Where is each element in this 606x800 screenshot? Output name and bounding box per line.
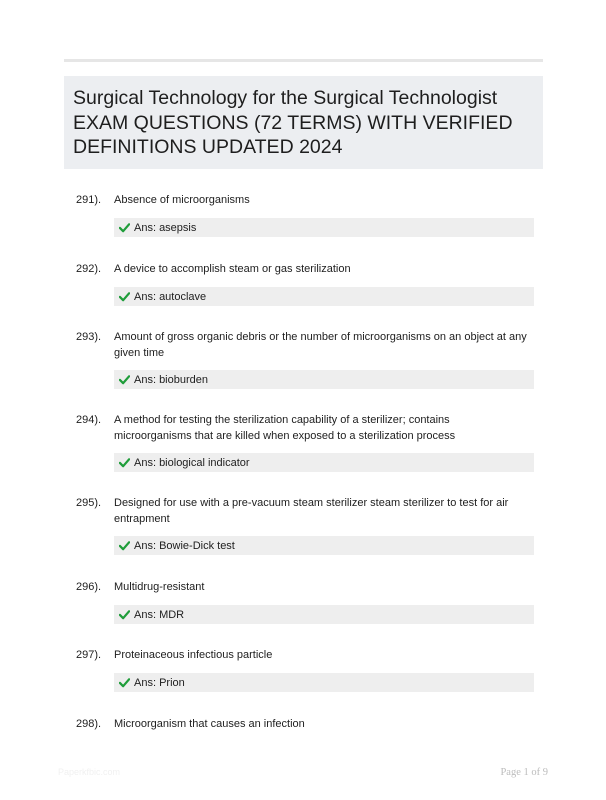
question-text: Absence of microorganisms <box>114 194 250 206</box>
question-number: 296). <box>76 581 102 593</box>
question-number: 293). <box>76 331 102 343</box>
answer-text: Ans: biological indicator <box>134 456 250 469</box>
check-icon <box>119 677 130 688</box>
answer-box <box>114 536 534 555</box>
question-text: A method for testing the sterilization capability of a sterilizer; contains microorganisms that are killed when exposed to a sterilization process <box>114 414 456 442</box>
answer-box <box>114 605 534 624</box>
top-divider <box>64 59 543 62</box>
check-icon <box>119 291 130 302</box>
answer-text: Ans: MDR <box>134 608 185 621</box>
answer-box <box>114 218 534 237</box>
answer-box <box>114 287 534 306</box>
question-number: 298). <box>76 718 102 730</box>
answer-text: Ans: autoclave <box>134 290 207 303</box>
question-text: Multidrug-resistant <box>114 581 205 593</box>
check-icon <box>119 540 130 551</box>
question-number: 294). <box>76 414 102 426</box>
check-icon <box>119 609 130 620</box>
answer-text: Ans: Bowie-Dick test <box>134 539 235 552</box>
page-indicator: Page 1 of 9 <box>500 767 548 778</box>
check-icon <box>119 374 130 385</box>
title-banner <box>64 76 543 169</box>
answer-text: Ans: Prion <box>134 676 185 689</box>
check-icon <box>119 222 130 233</box>
answer-box <box>114 673 534 692</box>
question-text: Proteinaceous infectious particle <box>114 649 273 661</box>
question-number: 292). <box>76 263 102 275</box>
question-text: Amount of gross organic debris or the number of microorganisms on an object at any given time <box>114 331 527 359</box>
question-text: Microorganism that causes an infection <box>114 718 305 730</box>
check-icon <box>119 457 130 468</box>
answer-text: Ans: bioburden <box>134 373 208 386</box>
answer-box <box>114 453 534 472</box>
page-title: Surgical Technology for the Surgical Technologist EXAM QUESTIONS (72 TERMS) WITH VERIFIED DEFINITIONS UPDATED 2024 <box>73 87 513 158</box>
question-number: 291). <box>76 194 102 206</box>
question-text: Designed for use with a pre-vacuum steam sterilizer steam sterilizer to test for air entrapment <box>114 497 509 525</box>
answer-text: Ans: asepsis <box>134 221 197 234</box>
footer-watermark: Paperkfbic.com <box>58 767 121 777</box>
question-text: A device to accomplish steam or gas sterilization <box>114 263 351 275</box>
answer-box <box>114 370 534 389</box>
question-number: 295). <box>76 497 102 509</box>
question-number: 297). <box>76 649 102 661</box>
